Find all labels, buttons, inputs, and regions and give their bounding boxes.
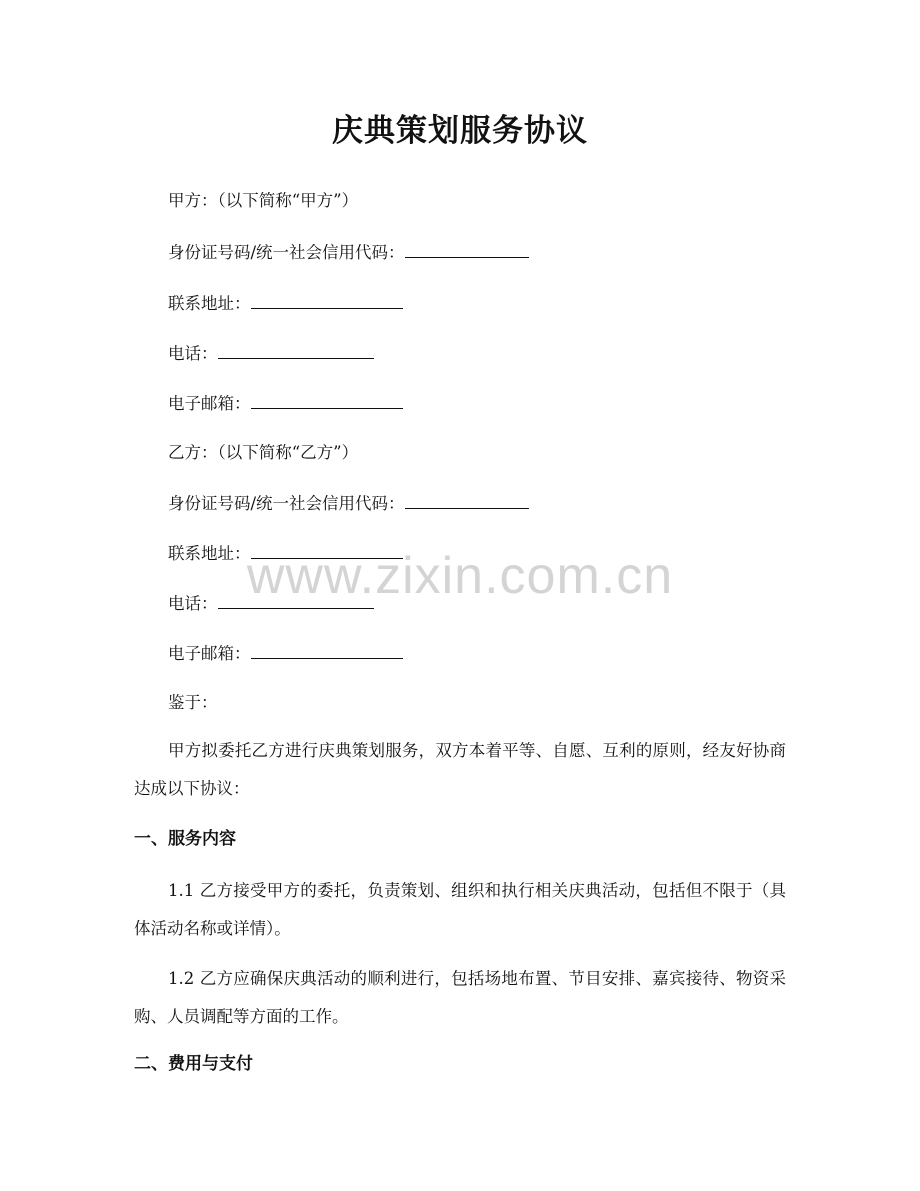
party-b-id-label: 身份证号码/统一社会信用代码： <box>168 494 405 513</box>
party-b-address-line <box>168 541 403 566</box>
whereas-label: 鉴于： <box>168 693 218 712</box>
party-b-address-blank[interactable] <box>251 541 403 559</box>
clause-1-1: 1.1 乙方接受甲方的委托，负责策划、组织和执行相关庆典活动，包括但不限于（具体活动名称或详情）。 <box>134 881 786 938</box>
party-a-phone-line <box>168 341 374 366</box>
party-a-phone-blank[interactable] <box>218 341 374 359</box>
clause-1-2: 1.2 乙方应确保庆典活动的顺利进行，包括场地布置、节目安排、嘉宾接待、物资采购、人员调配等方面的工作。 <box>134 969 786 1026</box>
party-a-id-line <box>168 240 529 265</box>
party-a-address-blank[interactable] <box>251 291 403 309</box>
party-a-email-blank[interactable] <box>251 391 403 409</box>
party-a-email-label: 电子邮箱： <box>168 394 251 413</box>
party-b-phone-blank[interactable] <box>218 591 374 609</box>
party-b-phone-label: 电话： <box>168 594 218 613</box>
party-b-intro: 乙方：（以下简称“乙方”） <box>168 443 359 462</box>
watermark: www.zixin.com.cn <box>246 547 674 605</box>
party-a-phone-label: 电话： <box>168 344 218 363</box>
party-b-id-line <box>168 491 529 516</box>
party-a-email-line <box>168 391 403 416</box>
party-b-email-blank[interactable] <box>251 641 403 659</box>
section-1-heading: 一、服务内容 <box>134 829 236 849</box>
party-a-address-label: 联系地址： <box>168 294 251 313</box>
party-a-id-blank[interactable] <box>405 240 529 258</box>
party-b-address-label: 联系地址： <box>168 544 251 563</box>
party-a-address-line <box>168 291 403 316</box>
document-title: 庆典策划服务协议 <box>332 113 588 149</box>
party-a-id-label: 身份证号码/统一社会信用代码： <box>168 243 405 262</box>
party-b-id-blank[interactable] <box>405 491 529 509</box>
party-b-email-label: 电子邮箱： <box>168 644 251 663</box>
party-a-intro: 甲方：（以下简称“甲方”） <box>168 191 359 210</box>
section-2-heading: 二、费用与支付 <box>134 1054 253 1074</box>
party-b-email-line <box>168 641 403 666</box>
whereas-paragraph: 甲方拟委托乙方进行庆典策划服务，双方本着平等、自愿、互利的原则，经友好协商达成以下协议： <box>134 741 786 798</box>
party-b-phone-line <box>168 591 374 616</box>
